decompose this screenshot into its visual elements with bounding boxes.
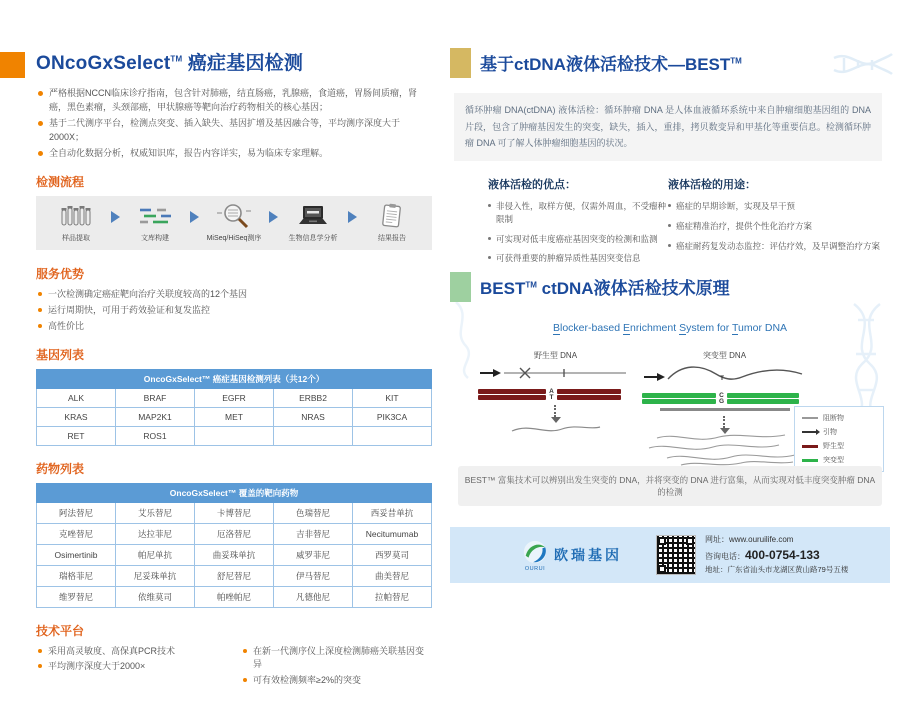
logo-en-text: OURUI xyxy=(525,566,545,572)
drug-cell: 阿法替尼 xyxy=(37,502,116,523)
section-heading-advantages: 服务优势 xyxy=(36,265,432,282)
section-heading-platform: 技术平台 xyxy=(36,622,432,639)
section-heading-drug-list: 药物列表 xyxy=(36,460,432,477)
ctdna-description: 循环肿瘤 DNA(ctDNA) 液体活检：循环肿瘤 DNA 是人体血液循环系统中来自肿瘤细胞基因组的 DNA 片段，包含了肿瘤基因发生的突变，缺失，插入，重排，拷贝数变异和甲基化等重要信息。检测循环肿瘤 DNA 可了解人体肿瘤细胞基因的状况。 xyxy=(454,93,882,161)
bullet-dot-icon xyxy=(488,256,491,259)
gene-cell: ERBB2 xyxy=(274,388,353,407)
wild-type-label: 野生型 DNA xyxy=(478,350,633,361)
wild-dna-bar xyxy=(557,395,621,400)
drug-cell: 威罗菲尼 xyxy=(274,544,353,565)
gene-cell: BRAF xyxy=(116,388,195,407)
drug-table-title: OncoGxSelect™ 覆盖的靶向药物 xyxy=(37,483,432,502)
list-item: 癌症的早期诊断，实现及早干预 xyxy=(668,200,886,213)
gene-cell: MAP2K1 xyxy=(116,407,195,426)
qr-eye-icon xyxy=(686,537,694,545)
flow-arrow-icon xyxy=(190,211,199,223)
drug-cell: Osimertinib xyxy=(37,544,116,565)
drug-cell: 伊马替尼 xyxy=(274,565,353,586)
best-principle-diagram xyxy=(450,350,890,462)
drug-cell: 艾乐替尼 xyxy=(116,502,195,523)
list-item: 严格根据NCCN临床诊疗指南，包含针对肺癌，结直肠癌，乳腺癌，食道癌，胃肠间质瘤，肾癌，黑色素瘤，头颈部癌，甲状腺癌等靶向治疗药物相关的核心基因； xyxy=(36,87,432,115)
bullet-dot-icon xyxy=(38,121,43,126)
list-item: 癌症耐药复发动态监控：评估疗效，及早调整治疗方案 xyxy=(668,240,886,253)
drug-cell: 西罗莫司 xyxy=(353,544,432,565)
single-product-squiggle xyxy=(508,421,604,437)
drug-table xyxy=(36,483,432,608)
list-item: 基于二代测序平台，检测点突变、插入缺失、基因扩增及基因融合等，平均测序深度大于2000X； xyxy=(36,117,432,145)
mutant-label: 突变型 DNA xyxy=(642,350,807,361)
process-step: MiSeq/HiSeq测序 xyxy=(202,203,266,243)
gene-cell: EGFR xyxy=(195,388,274,407)
list-item: 可有效检测频率≥2%的突变 xyxy=(241,674,432,688)
platform-list-right xyxy=(241,645,432,691)
drug-cell: 曲美替尼 xyxy=(353,565,432,586)
process-step: 生物信息学分析 xyxy=(281,203,345,243)
primer-line-icon xyxy=(802,431,818,433)
list-item: 癌症精准治疗，提供个性化治疗方案 xyxy=(668,220,886,233)
intro-bullet-list xyxy=(36,87,432,161)
bullet-dot-icon xyxy=(38,664,42,668)
blocker-line-icon xyxy=(802,417,818,419)
drug-cell: 达拉菲尼 xyxy=(116,523,195,544)
best-subtitle: Blocker-based Enrichment System for Tumor DNA xyxy=(450,322,890,334)
bullet-dot-icon xyxy=(38,151,43,156)
ctdna-section-title: 基于ctDNA液体活检技术—BEST™ xyxy=(480,50,742,75)
platform-list-left xyxy=(36,645,227,691)
legend-item: 突变型 xyxy=(802,455,876,465)
table-row xyxy=(37,565,432,586)
gene-cell: NRAS xyxy=(274,407,353,426)
mutant-dna-bar xyxy=(642,399,716,404)
drug-cell: 吉非替尼 xyxy=(274,523,353,544)
gene-cell xyxy=(353,426,432,445)
down-arrow-icon xyxy=(723,416,727,428)
wild-type-panel xyxy=(478,350,633,437)
bullet-dot-icon xyxy=(243,649,247,653)
footer-bar xyxy=(450,527,890,583)
qr-code xyxy=(656,535,696,575)
list-item: 采用高灵敏度、高保真PCR技术 xyxy=(36,645,227,659)
library-fragments-icon xyxy=(138,203,172,229)
drug-cell: 帕唑帕尼 xyxy=(195,586,274,607)
gene-cell: RET xyxy=(37,426,116,445)
table-row xyxy=(37,426,432,445)
amplified-products-squiggles xyxy=(645,432,805,466)
list-item: 在新一代测序仪上深度检测肺癌关联基因变异 xyxy=(241,645,432,673)
wild-dna-bar xyxy=(557,389,621,394)
left-title-accent-bar xyxy=(0,52,25,78)
gene-cell: ALK xyxy=(37,388,116,407)
contact-info xyxy=(705,534,848,575)
list-item: 高性价比 xyxy=(36,320,432,334)
phone-line: 咨询电话：400-0754-133 xyxy=(705,546,848,564)
legend-item: 引物 xyxy=(802,427,876,437)
pros-heading: 液体活检的优点： xyxy=(488,176,668,192)
legend-item: 野生型 xyxy=(802,441,876,451)
mutant-strand-top: C xyxy=(642,393,807,398)
drug-cell: 依维莫司 xyxy=(116,586,195,607)
process-step: 样品提取 xyxy=(44,203,108,243)
legend-item: 阻断物 xyxy=(802,413,876,423)
process-flow xyxy=(36,196,432,250)
drug-cell: 瑞格菲尼 xyxy=(37,565,116,586)
table-row xyxy=(37,407,432,426)
section-heading-gene-list: 基因列表 xyxy=(36,346,432,363)
qr-eye-icon xyxy=(658,565,666,573)
bullet-dot-icon xyxy=(488,204,491,207)
bullet-dot-icon xyxy=(668,244,671,247)
flow-arrow-icon xyxy=(269,211,278,223)
phone-value: 400-0754-133 xyxy=(745,548,820,562)
liquid-biopsy-uses xyxy=(668,176,886,259)
sample-tubes-icon xyxy=(59,203,93,229)
gene-table xyxy=(36,369,432,446)
drug-cell: 凡德他尼 xyxy=(274,586,353,607)
bullet-dot-icon xyxy=(668,224,671,227)
drug-cell: 厄洛替尼 xyxy=(195,523,274,544)
gene-cell: MET xyxy=(195,407,274,426)
section-heading-process: 检测流程 xyxy=(36,173,432,190)
table-row xyxy=(37,586,432,607)
laptop-analysis-icon xyxy=(295,203,331,229)
logo-cn-text: 欧瑞基因 xyxy=(554,545,622,565)
drug-cell: 色瑞替尼 xyxy=(274,502,353,523)
mutant-strand-bottom: G xyxy=(642,399,807,404)
bullet-dot-icon xyxy=(38,292,42,296)
mutant-dna-bar xyxy=(727,393,799,398)
liquid-biopsy-pros xyxy=(488,176,668,272)
bullet-dot-icon xyxy=(38,308,42,312)
wild-strand-bottom: T xyxy=(478,395,633,400)
logo-stack xyxy=(522,539,548,572)
uses-heading: 液体活检的用途： xyxy=(668,176,886,192)
diagram-legend xyxy=(794,406,884,472)
mutant-dna-bar xyxy=(727,399,799,404)
page-title: ONcoGxSelect™ 癌症基因检测 xyxy=(36,48,432,75)
mutant-dna-bar xyxy=(642,393,716,398)
drug-cell: 曲妥珠单抗 xyxy=(195,544,274,565)
gene-table-title: OncoGxSelect™ 癌症基因检测列表（共12个） xyxy=(37,369,432,388)
table-row xyxy=(37,523,432,544)
mutant-line-icon xyxy=(802,459,818,462)
gene-cell: ROS1 xyxy=(116,426,195,445)
drug-cell: 帕尼单抗 xyxy=(116,544,195,565)
list-item: 可获得重要的肿瘤异质性基因突变信息 xyxy=(488,252,668,265)
released-blocker-line xyxy=(660,408,790,411)
drug-cell: 舒尼替尼 xyxy=(195,565,274,586)
bullet-dot-icon xyxy=(243,678,247,682)
table-header-row xyxy=(37,369,432,388)
list-item: 运行周期快，可用于药效验证和复发监控 xyxy=(36,304,432,318)
down-arrow-icon xyxy=(554,405,558,417)
report-clipboard-icon xyxy=(377,203,407,229)
platform-columns xyxy=(36,645,432,702)
bullet-dot-icon xyxy=(38,649,42,653)
bullet-dot-icon xyxy=(38,91,43,96)
drug-cell: 克唑替尼 xyxy=(37,523,116,544)
pros-list xyxy=(488,200,668,265)
advantages-list xyxy=(36,288,432,334)
process-step: 结果报告 xyxy=(360,203,424,243)
list-item: 非侵入性，取样方便，仅需外周血，不受瘤种限制 xyxy=(488,200,668,226)
address-value: 广东省汕头市龙湖区黄山路79号五楼 xyxy=(728,565,849,574)
gene-cell: PIK3CA xyxy=(353,407,432,426)
list-item: 全自动化数据分析，权威知识库，报告内容详实，易为临床专家理解。 xyxy=(36,147,432,161)
drug-cell: Necitumumab xyxy=(353,523,432,544)
address-line: 地址：广东省汕头市龙湖区黄山路79号五楼 xyxy=(705,564,848,575)
gene-cell: KIT xyxy=(353,388,432,407)
bullet-dot-icon xyxy=(38,324,42,328)
flow-arrow-icon xyxy=(348,211,357,223)
list-item: 平均测序深度大于2000× xyxy=(36,660,227,674)
sequencing-magnifier-icon xyxy=(216,203,252,229)
website-line: 网址：www.ouruilife.com xyxy=(705,534,848,546)
bullet-dot-icon xyxy=(488,237,491,240)
flow-arrow-icon xyxy=(111,211,120,223)
drug-cell: 尼妥珠单抗 xyxy=(116,565,195,586)
wild-dna-bar xyxy=(478,389,546,394)
qr-eye-icon xyxy=(658,537,666,545)
table-header-row xyxy=(37,483,432,502)
table-row xyxy=(37,544,432,565)
gene-cell xyxy=(274,426,353,445)
drug-cell: 卡博替尼 xyxy=(195,502,274,523)
mutant-panel: 突变型 DNA T C G xyxy=(642,350,807,466)
wild-strand-top: A xyxy=(478,389,633,394)
bullet-dot-icon xyxy=(668,204,671,207)
table-row xyxy=(37,502,432,523)
gene-cell xyxy=(195,426,274,445)
list-item: 一次检测确定癌症靶向治疗关联度较高的12个基因 xyxy=(36,288,432,302)
blocked-primer-icon xyxy=(478,364,630,382)
gene-cell: KRAS xyxy=(37,407,116,426)
drug-cell: 拉帕替尼 xyxy=(353,586,432,607)
right-column xyxy=(450,0,890,615)
drug-cell: 西妥昔单抗 xyxy=(353,502,432,523)
wild-dna-bar xyxy=(478,395,546,400)
process-step: 文库构建 xyxy=(123,203,187,243)
table-row xyxy=(37,388,432,407)
wild-type-line-icon xyxy=(802,445,818,448)
drug-cell: 维罗替尼 xyxy=(37,586,116,607)
company-logo xyxy=(522,539,622,572)
best-principle-title: BEST™ ctDNA液体活检技术原理 xyxy=(480,274,730,299)
left-column xyxy=(36,48,432,702)
displaced-blocker-curve-icon xyxy=(642,364,807,386)
uses-list xyxy=(668,200,886,252)
ourui-logo-icon xyxy=(522,539,548,565)
list-item: 可实现对低丰度癌症基因突变的检测和监测 xyxy=(488,233,668,246)
best-summary-note: BEST™ 富集技术可以辨别出发生突变的 DNA，并将突变的 DNA 进行富集，从而实现对低丰度突变肿瘤 DNA 的检测 xyxy=(458,466,882,506)
website-value: www.ouruilife.com xyxy=(729,535,793,544)
